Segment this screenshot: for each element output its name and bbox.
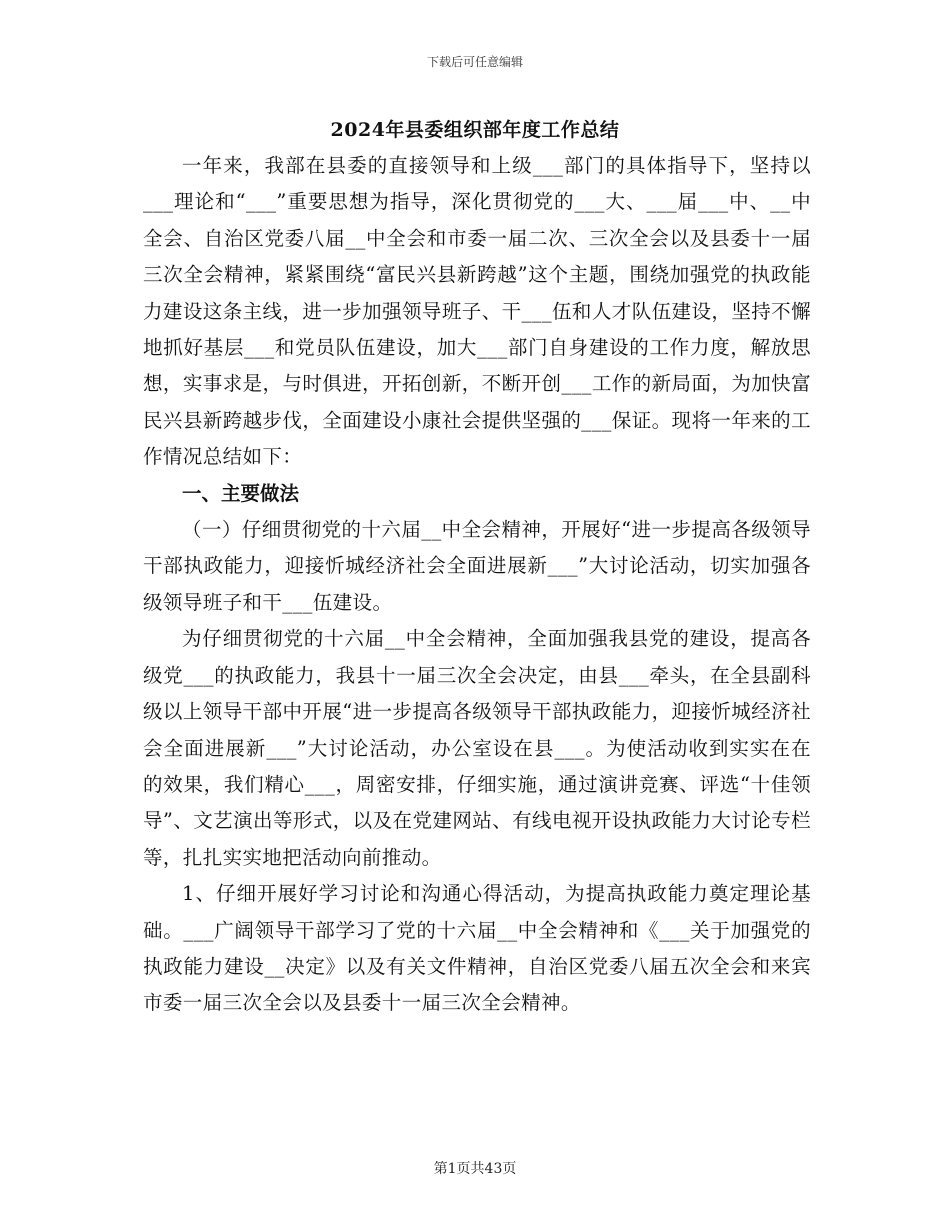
numbered-paragraph: 1、仔细开展好学习讨论和沟通心得活动，为提高执政能力奠定理论基础。___广阔领导干部学习了党的十六届__中全会精神和《___关于加强党的执政能力建设__决定》以及有关文件精神，自治区党委八届五次全会和来宾市委一届三次全会以及县委十一届三次全会精神。 xyxy=(143,882,811,1015)
page-header-note: 下载后可任意编辑 xyxy=(426,55,523,69)
body-paragraph: 为仔细贯彻党的十六届__中全会精神，全面加强我县党的建设，提高各级党___的执政能力，我县十一届三次全会决定，由县___牵头，在全县副科级以上领导干部中开展“进一步提高各级领导干部执政能力，迎接忻城经济社会全面进展新___”大讨论活动，办公室设在县___。为使活动收到实实在在的效果，我们精心___，周密安排，仔细实施，通过演讲竞赛、评选“十佳领导”、文艺演出等形式，以及在党建网站、有线电视开设执政能力大讨论专栏等，扎扎实实地把活动向前推动。 xyxy=(143,627,811,869)
document-body xyxy=(143,148,811,1022)
document-title: 2024年县委组织部年度工作总结 xyxy=(330,119,620,141)
intro-paragraph: 一年来，我部在县委的直接领导和上级___部门的具体指导下，坚持以___理论和“___”重要思想为指导，深化贯彻党的___大、___届___中、__中全会、自治区党委八届__中全会和市委一届二次、三次全会以及县委十一届三次全会精神，紧紧围绕“富民兴县新跨越”这个主题，围绕加强党的执政能力建设这条主线，进一步加强领导班子、干___伍和人才队伍建设，坚持不懈地抓好基层___和党员队伍建设，加大___部门自身建设的工作力度，解放思想，实事求是，与时俱进，开拓创新，不断开创___工作的新局面，为加快富民兴县新跨越步伐，全面建设小康社会提供坚强的___保证。现将一年来的工作情况总结如下： xyxy=(143,154,811,469)
subsection-paragraph: （一）仔细贯彻党的十六届__中全会精神，开展好“进一步提高各级领导干部执政能力，迎接忻城经济社会全面进展新___”大讨论活动，切实加强各级领导班子和干___伍建设。 xyxy=(143,518,811,614)
page-number-footer: 第1页共43页 xyxy=(433,1161,517,1177)
section-heading: 一、主要做法 xyxy=(182,481,300,505)
